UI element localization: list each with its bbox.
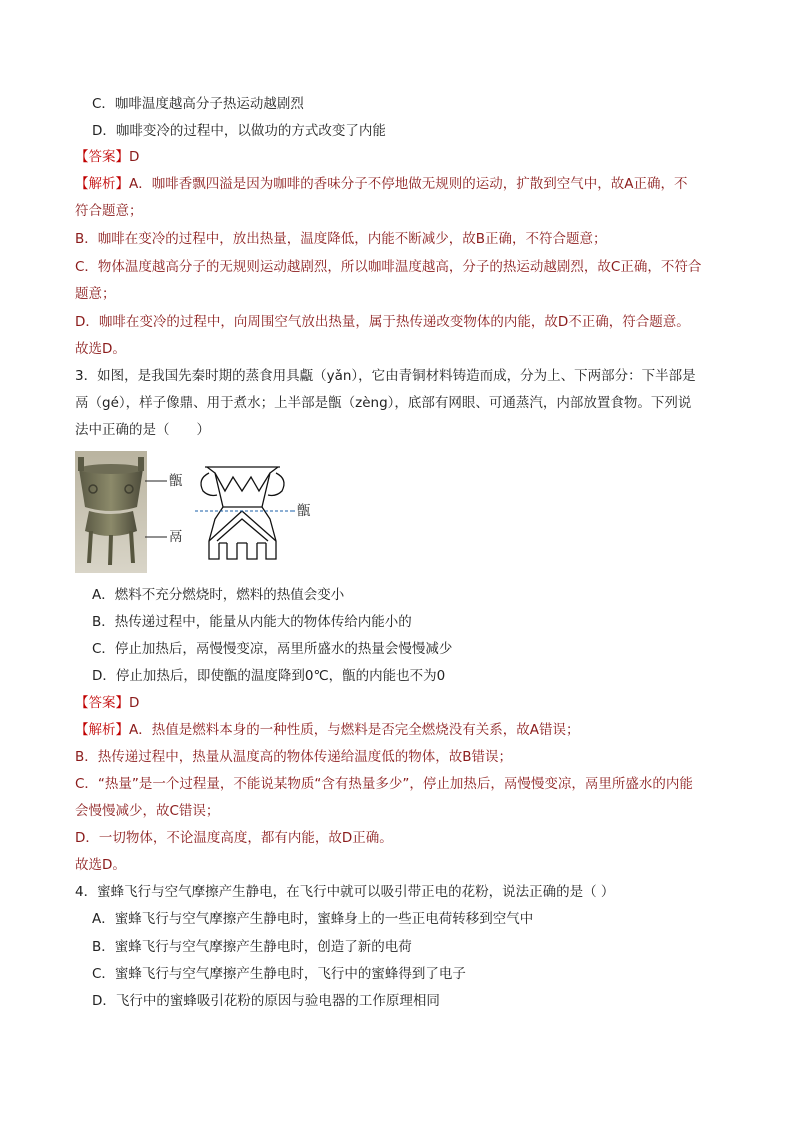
q4-option-b: B．蜜蜂飞行与空气摩擦产生静电时，创造了新的电荷 [92, 939, 412, 955]
q2-analysis-2: B．咖啡在变冷的过程中，放出热量，温度降低，内能不断减少，故B正确，不符合题意； [75, 231, 607, 247]
q2-analysis-3a: C．物体温度越高分子的无规则运动越剧烈，所以咖啡温度越高，分子的热运动越剧烈，故C正确，不符合 [75, 259, 702, 275]
answer-value: D [129, 695, 140, 711]
q4-option-c: C．蜜蜂飞行与空气摩擦产生静电时，飞行中的蜜蜂得到了电子 [92, 966, 466, 982]
analysis-tag: 【解析】 [75, 176, 129, 192]
answer-tag: 【答案】 [75, 149, 129, 165]
q2-analysis-1a [75, 174, 687, 194]
q3-analysis-2: B．热传递过程中，热量从温度高的物体传递给温度低的物体，故B错误； [75, 749, 513, 765]
q3-option-b: B．热传递过程中，能量从内能大的物体传给内能小的 [92, 614, 412, 630]
q2-option-c: C．咖啡温度越高分子热运动越剧烈 [92, 96, 304, 112]
q2-analysis-1b: 符合题意； [75, 203, 143, 219]
photo-label-li: 鬲 [169, 529, 183, 545]
q3-option-c: C．停止加热后，鬲慢慢变凉，鬲里所盛水的热量会慢慢减少 [92, 641, 453, 657]
diagram-label-zeng: 甑 [297, 503, 311, 519]
bronze-yan-photo [75, 451, 147, 573]
q4-option-d: D．飞行中的蜜蜂吸引花粉的原因与验电器的工作原理相同 [92, 993, 440, 1009]
q3-stem-2: 鬲（gé），样子像鼎、用于煮水；上半部是甑（zèng），底部有网眼、可通蒸汽，内部放置食物。下列说 [75, 395, 692, 411]
q3-analysis-4: D．一切物体，不论温度高度，都有内能，故D正确。 [75, 830, 393, 846]
q2-option-d: D．咖啡变冷的过程中，以做功的方式改变了内能 [92, 123, 386, 139]
q3-answer [75, 693, 139, 713]
q4-stem: 4．蜜蜂飞行与空气摩擦产生静电，在飞行中就可以吸引带正电的花粉，说法正确的是（ ） [75, 884, 615, 900]
q2-analysis-4: D．咖啡在变冷的过程中，向周围空气放出热量，属于热传递改变物体的内能，故D不正确，符合题意。 [75, 314, 690, 330]
q3-stem-1: 3．如图，是我国先秦时期的蒸食用具甗（yǎn），它由青铜材料铸造而成，分为上、下两部分：下半部是 [75, 368, 696, 384]
q3-analysis-3a: C．“热量”是一个过程量，不能说某物质“含有热量多少”，停止加热后，鬲慢慢变凉，鬲里所盛水的内能 [75, 776, 693, 792]
q3-analysis-1 [75, 720, 579, 740]
q3-stem-3: 法中正确的是（ ） [75, 422, 210, 438]
answer-tag: 【答案】 [75, 695, 129, 711]
q3-option-d: D．停止加热后，即使甑的温度降到0℃，甑的内能也不为0 [92, 668, 446, 684]
q4-option-a: A．蜜蜂飞行与空气摩擦产生静电时，蜜蜂身上的一些正电荷转移到空气中 [92, 911, 534, 927]
analysis-text: A．咖啡香飘四溢是因为咖啡的香味分子不停地做无规则的运动，扩散到空气中，故A正确，不 [129, 176, 688, 192]
q3-conclusion: 故选D。 [75, 857, 126, 873]
photo-label-zeng: 甑 [169, 473, 183, 489]
q3-option-a: A．燃料不充分燃烧时，燃料的热值会变小 [92, 587, 345, 603]
q2-analysis-3b: 题意； [75, 286, 116, 302]
q3-figure [75, 451, 337, 573]
q3-analysis-3b: 会慢慢减少，故C错误； [75, 803, 220, 819]
q2-answer [75, 147, 139, 167]
analysis-text: A．热值是燃料本身的一种性质，与燃料是否完全燃烧没有关系，故A错误； [129, 722, 580, 738]
analysis-tag: 【解析】 [75, 722, 129, 738]
answer-value: D [129, 149, 140, 165]
q2-conclusion: 故选D。 [75, 341, 126, 357]
